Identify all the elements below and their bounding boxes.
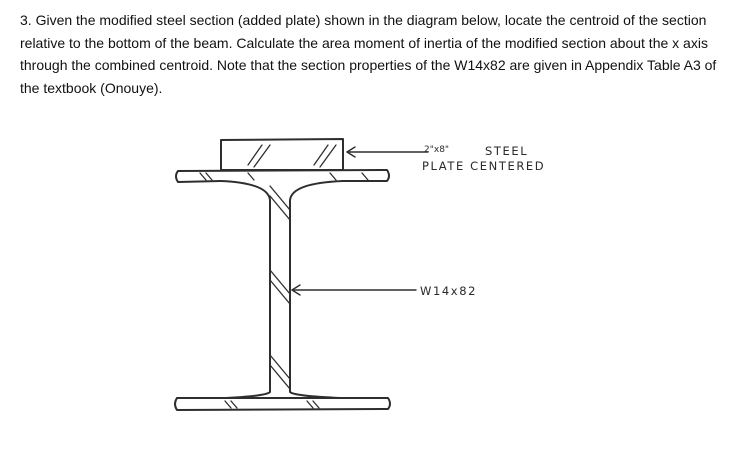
plate-hatch: [248, 145, 336, 167]
plate-steel-label: STEEL: [485, 144, 529, 158]
problem-statement: 3. Given the modified steel section (added plate) shown in the diagram below, locate the centroid of the section relative to the bottom of the beam. Calculate the area moment of inertia of the modified section about the x axis through the combined centroid. Note that the section properties of the W14x82 are given in Appendix Table A3 of the textbook (Onouye).: [20, 12, 717, 96]
beam-size-label: W14x82: [420, 284, 478, 298]
bottom-flange-hatch: [225, 401, 319, 408]
plate-dims-label: 2"x8": [424, 145, 450, 155]
plate-centered-label: PLATE CENTERED: [422, 159, 546, 173]
web-hatch: [270, 186, 290, 389]
bottom-flange: [175, 398, 390, 410]
top-flange-hatch: [200, 173, 368, 180]
steel-plate: [221, 139, 343, 170]
